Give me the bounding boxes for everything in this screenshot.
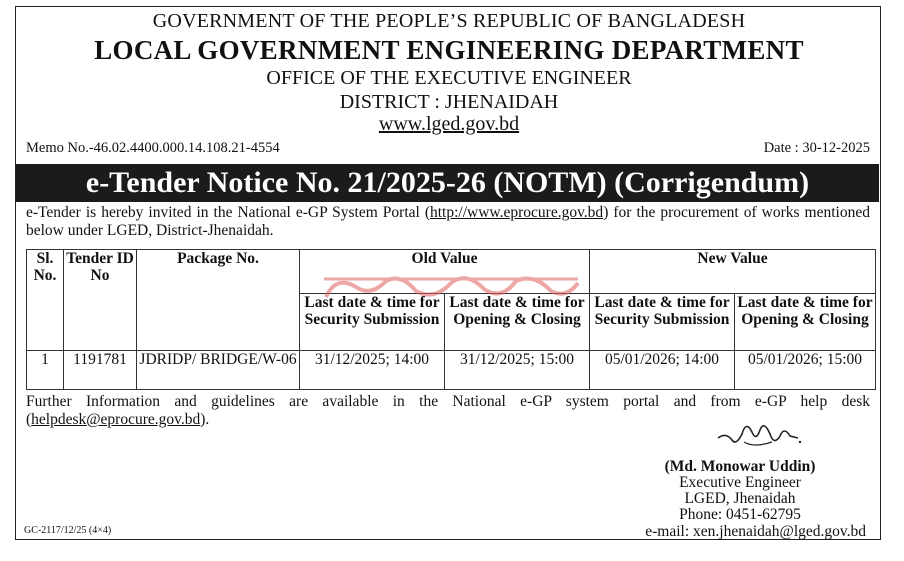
signatory-office: LGED, Jhenaidah (684, 490, 796, 507)
cell-package: JDRIDP/ BRIDGE/W-06 (137, 351, 300, 390)
col-header-old-security: Last date & time for Security Submission (300, 294, 445, 351)
cell-new-security: 05/01/2026; 14:00 (590, 351, 735, 390)
notice-frame (15, 6, 881, 540)
helpdesk-email-link[interactable]: helpdesk@eprocure.gov.bd (31, 411, 201, 428)
website-link[interactable]: www.lged.gov.bd (378, 113, 520, 135)
cell-new-opening: 05/01/2026; 15:00 (735, 351, 876, 390)
notice-title-banner: e-Tender Notice No. 21/2025-26 (NOTM) (Corrigendum) (16, 164, 879, 202)
handwritten-signature (714, 412, 804, 456)
cell-tender-id: 1191781 (64, 351, 137, 390)
intro-text-after: ) for the procurement of works mentioned below under LGED, District-Jhenaidah. (26, 204, 870, 239)
further-end: ). (200, 411, 210, 428)
signatory-title: Executive Engineer (679, 474, 801, 491)
signatory-email[interactable]: e-mail: xen.jhenaidah@lged.gov.bd (645, 523, 866, 540)
govt-line: GOVERNMENT OF THE PEOPLE’S REPUBLIC OF BANGLADESH (152, 10, 746, 32)
col-header-sl: Sl. No. (27, 250, 64, 351)
cell-old-opening: 31/12/2025; 15:00 (445, 351, 590, 390)
notice-date: Date : 30-12-2025 (763, 140, 870, 156)
intro-paragraph (26, 204, 870, 240)
table-row (27, 351, 876, 390)
district-line: DISTRICT : JHENAIDAH (339, 91, 559, 113)
further-text: Further Information and guidelines are available in the National e-GP system portal and from e-GP help desk ( (26, 393, 870, 428)
col-header-old-opening: Last date & time for Opening & Closing (445, 294, 590, 351)
memo-number: Memo No.-46.02.4400.000.14.108.21-4554 (26, 140, 280, 156)
col-header-package: Package No. (137, 250, 300, 351)
cell-old-security: 31/12/2025; 14:00 (300, 351, 445, 390)
col-header-old-value: Old Value (300, 250, 590, 294)
col-header-new-value: New Value (590, 250, 876, 294)
signatory-phone: Phone: 0451-62795 (679, 506, 801, 523)
eprocure-link[interactable]: http://www.eprocure.gov.bd (430, 204, 604, 221)
intro-text-before: e-Tender is hereby invited in the National e-GP System Portal ( (26, 204, 430, 221)
signatory-block (610, 459, 870, 523)
col-header-new-opening: Last date & time for Opening & Closing (735, 294, 876, 351)
col-header-new-security: Last date & time for Security Submission (590, 294, 735, 351)
col-header-tender-id: Tender ID No (64, 250, 137, 351)
office-line: OFFICE OF THE EXECUTIVE ENGINEER (266, 67, 632, 89)
signatory-name: (Md. Monowar Uddin) (664, 458, 816, 475)
footer-code: GC-2117/12/25 (4×4) (24, 525, 112, 536)
newspaper-watermark-logo (316, 267, 586, 307)
cell-sl: 1 (27, 351, 64, 390)
department-name: LOCAL GOVERNMENT ENGINEERING DEPARTMENT (94, 35, 804, 65)
